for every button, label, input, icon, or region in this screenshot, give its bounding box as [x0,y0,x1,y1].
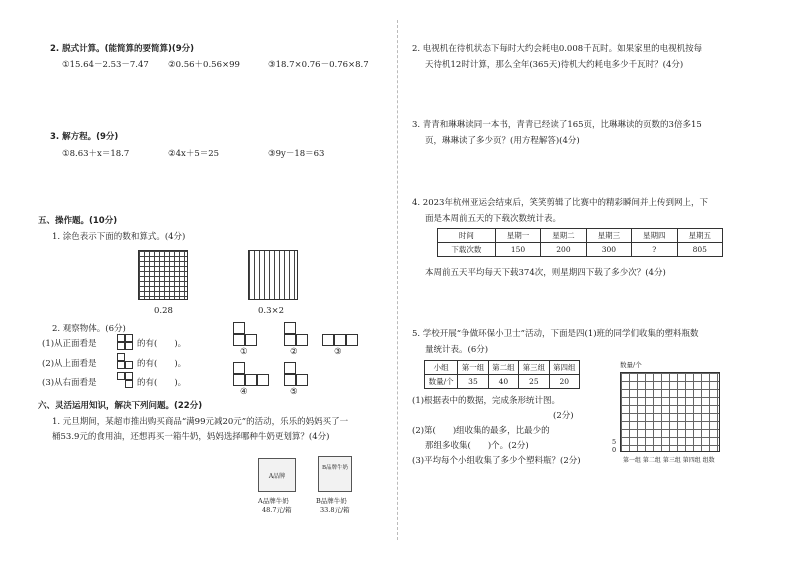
r-q2-line2: 天待机12时计算，那么全年(365天)待机大约耗电多少千瓦时？(4分) [425,60,684,70]
q3-item-3: ③9y－18＝63 [268,149,325,159]
table-cell: 300 [586,243,631,257]
milk-b-box-icon [318,456,352,492]
table-cell: 星期四 [632,229,677,243]
empty-bar-chart-grid [620,372,720,452]
shape-5-label: ⑤ [290,387,298,397]
shape-1-part [233,334,245,346]
shape-1-part [245,334,257,346]
milk-a-name: A品牌牛奶 [258,497,289,505]
r-q5-sub3: (3)平均每个小组收集了多少个塑料瓶？(2分) [412,456,581,466]
q3-item-1: ①8.63＋x＝18.7 [62,149,130,159]
milk-a-pkg-label: A品牌 [268,473,286,480]
shape-1-label: ① [240,347,248,357]
q3-title: 3. 解方程。(9分) [50,132,119,142]
view-front-icon [117,334,125,342]
table-cell: 星期三 [586,229,631,243]
sec6-q1-line2: 桶53.9元的食用油，还想再买一箱牛奶，妈妈选择哪种牛奶更划算？(4分) [52,432,330,442]
q2-title: 2. 脱式计算。(能简算的要简算)(9分) [50,44,195,54]
q3-item-2: ②4x＋5＝25 [168,149,220,159]
view-front-icon-part [117,342,125,350]
shape-5-part [284,374,296,386]
table-cell: 40 [488,375,518,389]
table-cell: 20 [549,375,579,389]
table-cell: 时间 [438,229,496,243]
fig2-label: 0.3×2 [258,306,285,316]
download-table [437,228,723,257]
shape-4-part [257,374,269,386]
obs-2-prefix: (2)从上面看是 [42,359,97,369]
r-q5-sub2-line1: (2)第( )组收集的最多，比最少的 [412,426,550,436]
fig1-label: 0.28 [154,306,173,316]
shape-3-part [334,334,346,346]
section-6-title: 六、灵活运用知识，解决下列问题。(22分) [38,401,203,411]
shape-5-part [296,374,308,386]
table-cell: 200 [541,243,586,257]
view-top-icon-part [125,361,133,369]
shape-2-part [284,334,296,346]
r-q3-line1: 3. 青青和琳琳读同一本书，青青已经读了165页，比琳琳读的页数的3倍多15 [412,120,702,130]
q2-item-2: ②0.56＋0.56×99 [168,60,240,70]
download-table-row [438,243,723,257]
shape-4-icon [233,362,245,374]
r-q4-line1: 4. 2023年杭州亚运会结束后，笑笑剪辑了比赛中的精彩瞬间并上传到网上，下 [412,198,708,208]
sec5-q2-title: 2. 观察物体。(6分) [52,324,126,334]
obs-2-suffix: 的有( )。 [137,359,187,369]
view-right-icon [117,372,125,380]
chart-y-tick-5: 5 [612,438,617,446]
chart-ylabel: 数量/个 [620,361,642,369]
shape-3-label: ③ [334,347,342,357]
shape-4-part [245,374,257,386]
table-cell: 第一组 [458,361,488,375]
table-cell: 第四组 [549,361,579,375]
view-front-icon-part [125,342,133,350]
section-5-title: 五、操作题。(10分) [38,216,118,226]
r-q5-line1: 5. 学校开展“争做环保小卫士”活动，下面是四(1)班的同学们收集的塑料瓶数 [412,329,699,339]
bottle-table-row [425,375,580,389]
table-cell: 第二组 [488,361,518,375]
r-q5-line2: 量统计表。(6分) [425,345,489,355]
table-cell: 25 [519,375,549,389]
shape-2-part [296,334,308,346]
shape-4-label: ④ [240,387,248,397]
shape-4-part [233,374,245,386]
view-front-icon-part [125,334,133,342]
table-cell: 数量/个 [425,375,458,389]
r-q3-line2: 页，琳琳读了多少页？(用方程解答)(4分) [425,136,580,146]
table-cell: 星期五 [677,229,723,243]
table-cell: 第三组 [519,361,549,375]
milk-a-price: 48.7元/箱 [262,506,292,514]
milk-a-box-icon [258,458,296,492]
r-q5-sub1-line2: (2分) [553,411,574,421]
view-right-icon-part [125,372,133,380]
milk-b-name: B品牌牛奶 [316,497,347,505]
r-q5-sub2-line2: 那组多收集( )个。(2分) [425,441,529,451]
shape-2-icon [284,322,296,334]
obs-1-prefix: (1)从正面看是 [42,339,97,349]
hundred-grid [138,250,188,300]
chart-y-tick-0: 0 [612,446,617,454]
r-q4-question: 本周前五天平均每天下载374次，则星期四下载了多少次？(4分) [425,268,666,278]
obs-3-prefix: (3)从右面看是 [42,378,97,388]
table-cell: 150 [495,243,540,257]
tenth-strips [248,250,298,300]
shape-3-icon [322,334,334,346]
obs-3-suffix: 的有( )。 [137,378,187,388]
sec5-q1-title: 1. 涂色表示下面的数和算式。(4分) [52,232,186,242]
sec6-q1-line1: 1. 元旦期间，某超市推出购买商品“满99元减20元”的活动，乐乐的妈妈买了一 [52,417,349,427]
table-cell: 小组 [425,361,458,375]
table-cell: 下载次数 [438,243,496,257]
table-cell: 805 [677,243,723,257]
view-right-icon-part [125,380,133,388]
shape-5-icon [284,362,296,374]
milk-b-price: 33.8元/箱 [320,506,350,514]
milk-b-pkg-label: B品牌牛奶 [321,465,349,471]
r-q5-sub1-line1: (1)根据表中的数据，完成条形统计图。 [412,396,561,406]
table-cell: 35 [458,375,488,389]
view-top-icon [117,353,125,361]
bottle-table [424,360,580,389]
shape-3-part [346,334,358,346]
table-cell: ? [632,243,677,257]
table-cell: 星期二 [541,229,586,243]
shape-1-icon [233,322,245,334]
shape-2-label: ② [290,347,298,357]
q2-item-1: ①15.64－2.53－7.47 [62,60,149,70]
download-table-header [438,229,723,243]
obs-1-suffix: 的有( )。 [137,339,187,349]
view-top-icon-part [117,361,125,369]
chart-x-labels: 第一组 第二组 第三组 第四组 组数 [623,457,715,464]
table-cell: 星期一 [495,229,540,243]
page-divider [397,20,398,540]
r-q4-line2: 面是本周前五天的下载次数统计表。 [425,214,562,224]
q2-item-3: ③18.7×0.76－0.76×8.7 [268,60,369,70]
bottle-table-header [425,361,580,375]
r-q2-line1: 2. 电视机在待机状态下每时大约会耗电0.008千瓦时。如果家里的电视机按每 [412,44,703,54]
